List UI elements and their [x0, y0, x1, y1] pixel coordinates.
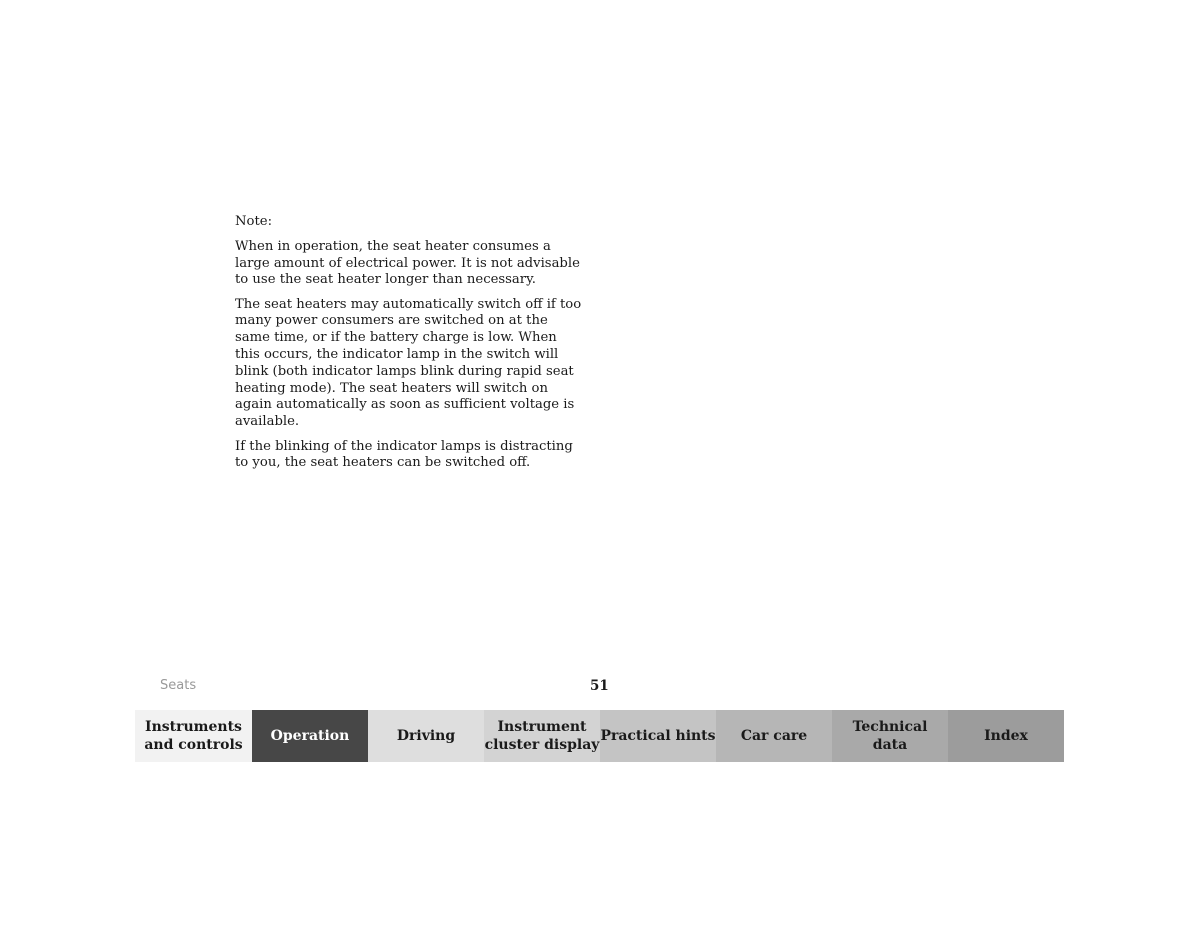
page-content	[235, 214, 585, 480]
tab-practical-hints[interactable]: Practical hints	[600, 710, 716, 762]
paragraph-blinking-lamps: If the blinking of the indicator lamps is distracting to you, the seat heaters can be switched off.	[235, 438, 573, 471]
chapter-tabs	[135, 710, 1064, 762]
tab-driving[interactable]: Driving	[368, 710, 484, 762]
paragraph-auto-switch-off: The seat heaters may automatically switch off if too many power consumers are switched on at the same time, or if the battery charge is low. When this occurs, the indicator lamp in the switch will blink (both indicator lamps blink during rapid seat heating mode). The seat heaters will switch on again automatically as soon as sufficient voltage is available.	[235, 296, 582, 430]
tab-instrument-cluster-display[interactable]: Instrument cluster display	[484, 710, 600, 762]
tab-instruments-and-controls[interactable]: Instruments and controls	[135, 710, 252, 762]
tab-operation[interactable]: Operation	[252, 710, 368, 762]
tab-technical-data[interactable]: Technical data	[832, 710, 948, 762]
tab-car-care[interactable]: Car care	[716, 710, 832, 762]
tab-index[interactable]: Index	[948, 710, 1064, 762]
page-number: 51	[590, 678, 609, 694]
section-label: Seats	[160, 678, 197, 693]
paragraph-power-consumption: When in operation, the seat heater consumes a large amount of electrical power. It is not advisable to use the seat heater longer than necessary.	[235, 238, 580, 288]
note-label: Note:	[235, 214, 273, 229]
